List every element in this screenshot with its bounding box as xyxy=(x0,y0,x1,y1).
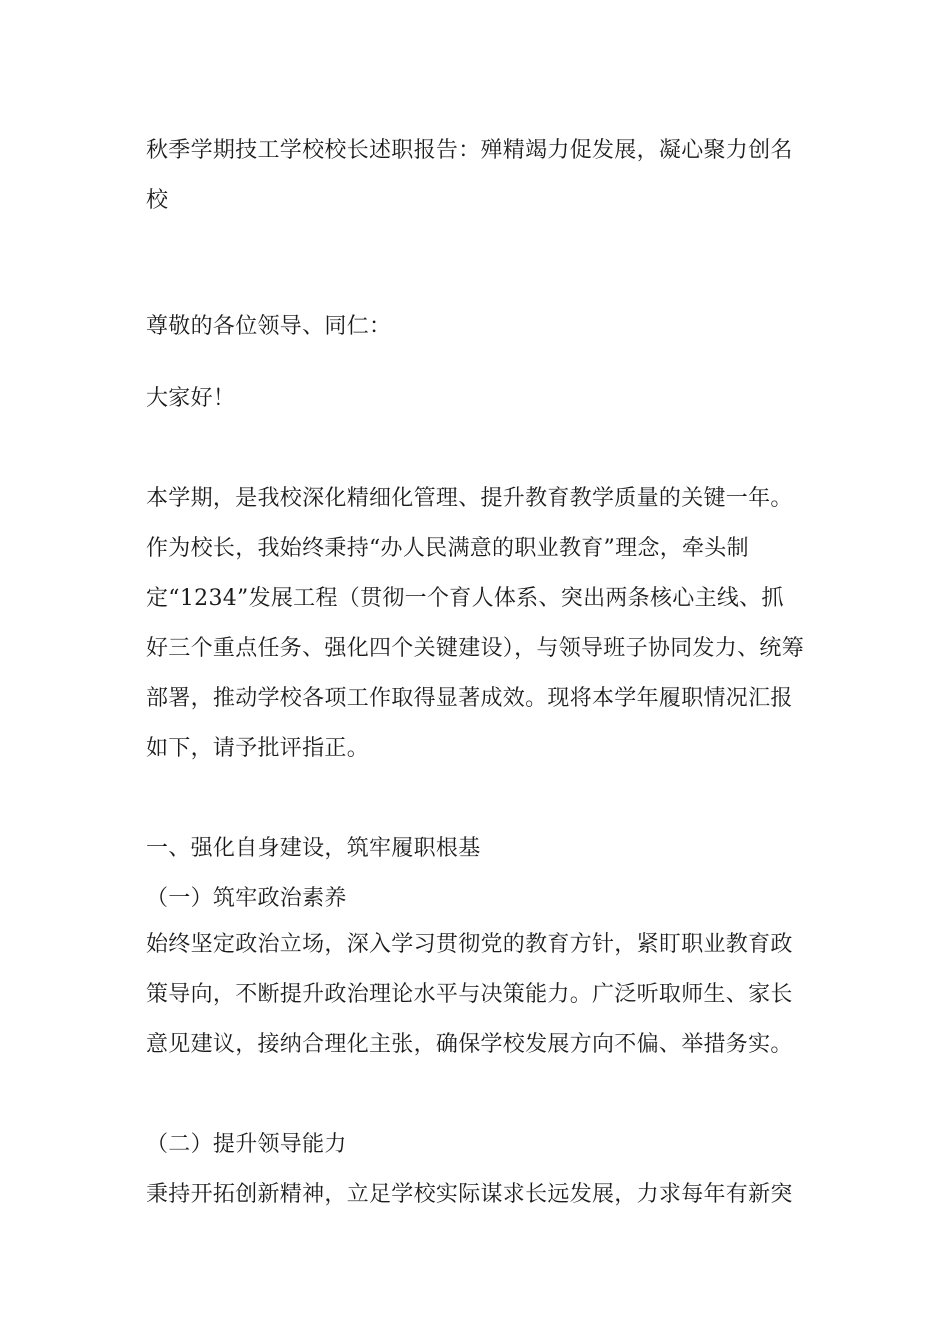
section-1-heading: 一、强化自身建设，筑牢履职根基 xyxy=(146,836,481,861)
subsection-2-heading: （二）提升领导能力 xyxy=(146,1132,347,1157)
intro-paragraph: 本学期，是我校深化精细化管理、提升教育教学质量的关键一年。作为校长，我始终秉持“办人民满意的职业教育”理念，牵头制定“1234”发展工程（贯彻一个育人体系、突出两条核心主线、抓好三个重点任务、强化四个关键建设），与领导班子协同发力、统筹部署，推动学校各项工作取得显著成效。现将本学年履职情况汇报如下，请予批评指正。 xyxy=(146,486,805,761)
subsection-1-heading: （一）筑牢政治素养 xyxy=(146,886,347,911)
subsection-2-paragraph: 秉持开拓创新精神，立足学校实际谋求长远发展，力求每年有新突 xyxy=(146,1182,793,1207)
document-title: 秋季学期技工学校校长述职报告：殚精竭力促发展，凝心聚力创名校 xyxy=(146,138,793,213)
salutation: 尊敬的各位领导、同仁： xyxy=(146,314,392,339)
greeting: 大家好！ xyxy=(146,386,236,411)
subsection-1-paragraph: 始终坚定政治立场，深入学习贯彻党的教育方针，紧盯职业教育政策导向，不断提升政治理论水平与决策能力。广泛听取师生、家长意见建议，接纳合理化主张，确保学校发展方向不偏、举措务实。 xyxy=(146,932,793,1057)
